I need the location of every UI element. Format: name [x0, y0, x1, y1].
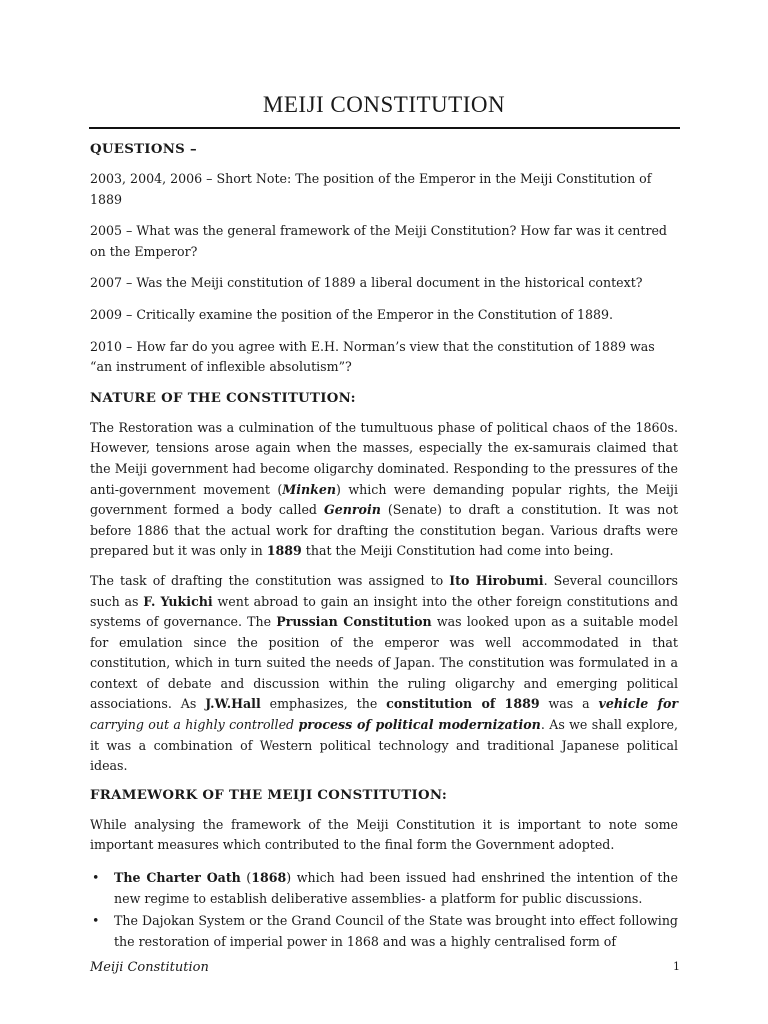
text-run: emphasizes, the	[260, 696, 387, 712]
question-item: 2010 – How far do you agree with E.H. Norman’s view that the constitution of 1889 was “an instrument of inflexible absolutism”?	[90, 338, 655, 375]
text-run: ) which had been issued had enshrined the intention of the new regime to establish deliberative assemblies- a platform for public discussions.	[114, 870, 679, 906]
question-item: 2005 – What was the general framework of the Meiji Constitution? How far was it centred on the Emperor?	[90, 223, 667, 259]
text-run: . As we shall explore, it was a combination of Western political technology and traditional Japanese political ideas.	[90, 717, 678, 774]
questions-heading: QUESTIONS –	[90, 142, 197, 157]
year-1889: 1889	[266, 543, 302, 559]
nature-paragraph-1	[90, 418, 678, 562]
text-run: went abroad to gain an insight into the other foreign constitutions and systems of governance. The	[90, 593, 679, 630]
term-minken: Minken	[282, 481, 337, 497]
term-constitution-1889: constitution of 1889	[386, 696, 540, 712]
name-f-yukichi: F. Yukichi	[143, 593, 213, 609]
list-item	[90, 911, 678, 952]
text-run: The task of drafting the constitution was assigned to	[90, 572, 450, 588]
text-run: was a	[539, 696, 599, 712]
term-charter-oath: The Charter Oath	[114, 870, 241, 886]
list-item	[90, 868, 678, 909]
text-run: (Senate) to draft a constitution. It was not before 1886 that the actual work for drafting the constitution began. Various drafts were prepared but it was only in	[90, 502, 679, 559]
bullet-icon: •	[92, 870, 100, 886]
text-run: The Restoration was a culmination of the tumultuous phase of political chaos of the 1860s. However, tensions arose again when the masses, especially the ex-samurais claimed that the Meiji government had become oligarchy dominated. Responding to the pressures of the anti-government movement (	[90, 419, 678, 497]
text-run: The Dajokan System or the Grand Council of the State was brought into effect following the restoration of imperial power in 1868 and was a highly centralised form of	[114, 913, 678, 949]
question-item: 2009 – Critically examine the position of the Emperor in the Constitution of 1889.	[90, 306, 614, 322]
name-ito-hirobumi: Ito Hirobumi	[449, 572, 544, 588]
framework-intro: While analysing the framework of the Meiji Constitution it is important to note some important measures which contributed to the final form the Government adopted.	[90, 816, 678, 853]
year-1868: 1868	[251, 870, 287, 886]
question-item: 2003, 2004, 2006 – Short Note: The position of the Emperor in the Meiji Constitution of 1889	[90, 171, 652, 207]
footer-title: Meiji Constitution	[90, 960, 209, 975]
text-run: that the Meiji Constitution had come into being.	[301, 543, 614, 559]
bullet-icon: •	[92, 913, 100, 929]
text-run: . Several councillors such as	[90, 572, 678, 609]
nature-paragraph-2	[90, 571, 678, 777]
text-run: (	[240, 870, 252, 886]
framework-heading: FRAMEWORK OF THE MEIJI CONSTITUTION:	[90, 787, 448, 803]
framework-bullet-list	[90, 868, 678, 952]
term-genroin: Genroin	[323, 502, 381, 518]
quote-process-modernization: process of political modernization	[298, 717, 541, 733]
page-title: MEIJI CONSTITUTION	[262, 92, 506, 117]
text-run: was looked upon as a suitable model for emulation since the position of the emperor was well accommodated in that constitution, which in turn suited the needs of Japan. The constitution was formulated in a context of debate and discussion within the ruling oligarchy and emerging political associations. As	[90, 614, 678, 712]
term-prussian-constitution: Prussian Constitution	[276, 614, 432, 630]
quote-vehicle-for: vehicle for	[598, 696, 678, 712]
document-body	[90, 140, 678, 954]
nature-heading: NATURE OF THE CONSTITUTION:	[90, 390, 356, 406]
question-item: 2007 – Was the Meiji constitution of 1889 a liberal document in the historical context?	[90, 275, 643, 291]
page-number: 1	[673, 960, 680, 973]
quote-highly-controlled: carrying out a highly controlled	[90, 717, 295, 733]
page-footer	[90, 960, 680, 980]
title-underline	[89, 127, 680, 129]
text-run: ) which were demanding popular rights, the Meiji government formed a body called	[90, 481, 678, 518]
name-jw-hall: J.W.Hall	[205, 696, 261, 712]
